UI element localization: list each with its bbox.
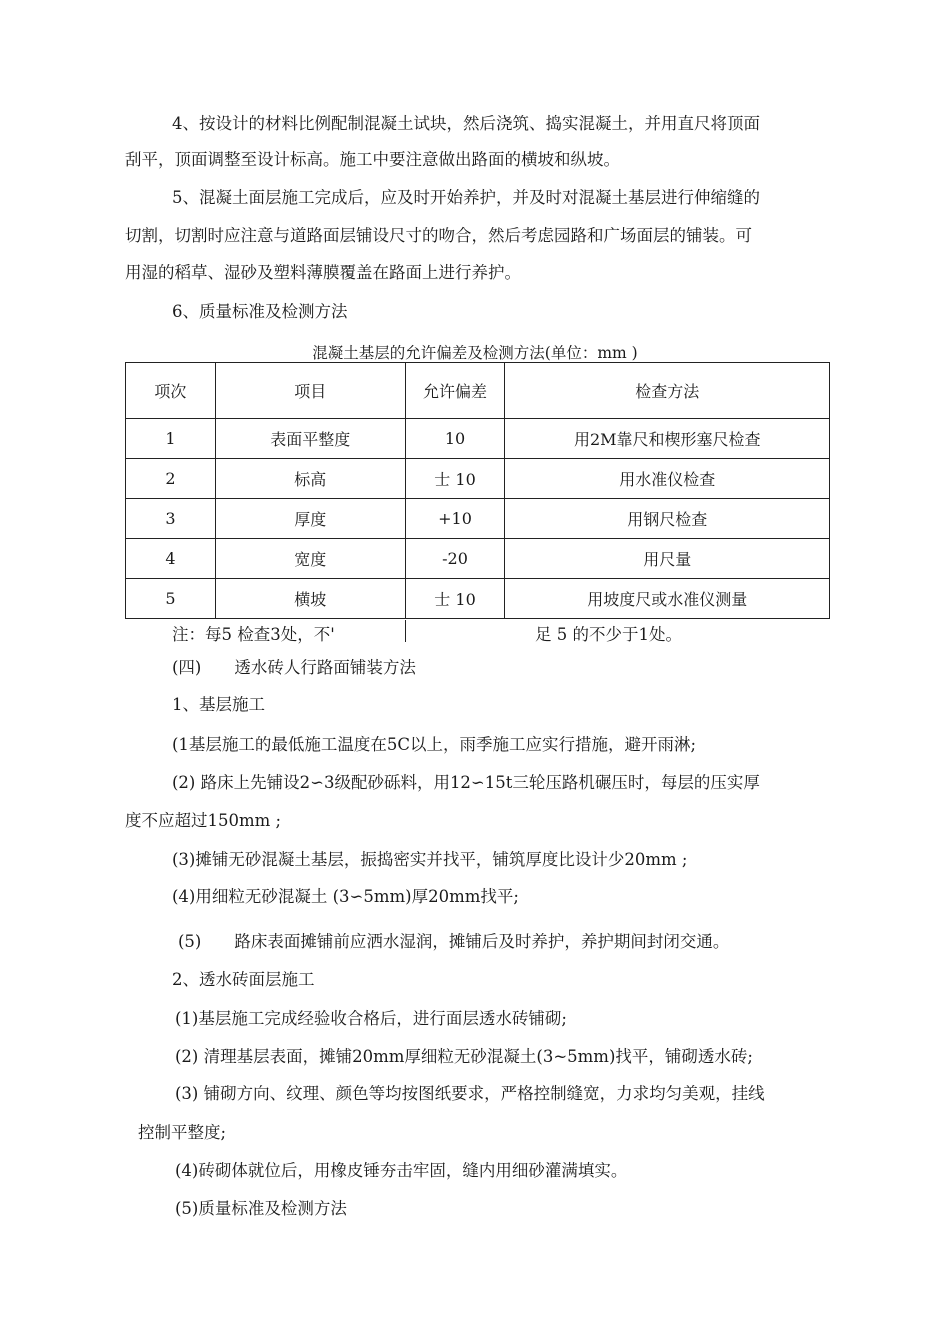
table-row xyxy=(126,539,830,579)
subheading-base-construction: 1、基层施工 xyxy=(172,695,265,714)
table-cell: 士 10 xyxy=(405,579,505,619)
table-cell: 1 xyxy=(126,419,216,459)
paragraph-base-item-2-line-1: (2) 路床上先铺设2∽3级配砂砾料，用12∽15t三轮压路机碾压时，每层的压实厚 xyxy=(172,773,760,792)
paragraph-step-4-line-1: 4、按设计的材料比例配制混凝土试块，然后浇筑、捣实混凝土，并用直尺将顶面 xyxy=(172,114,760,133)
table-cell: 厚度 xyxy=(215,499,405,539)
paragraph-base-item-2-line-2: 度不应超过150mm ; xyxy=(125,811,282,830)
paragraph-base-item-3: (3)摊铺无砂混凝土基层，振捣密实并找平，铺筑厚度比设计少20mm ; xyxy=(172,850,688,869)
table-cell: 3 xyxy=(126,499,216,539)
paragraph-surface-item-5: (5)质量标准及检测方法 xyxy=(175,1199,347,1218)
paragraph-base-item-4: (4)用细粒无砂混凝土 (3∽5mm)厚20mm找平; xyxy=(172,887,519,906)
paragraph-surface-item-4: (4)砖砌体就位后，用橡皮锤夯击牢固，缝内用细砂灌满填实。 xyxy=(175,1161,628,1180)
table-note-left: 注：每5 检查3处，不' xyxy=(172,625,335,644)
table-cell: -20 xyxy=(405,539,505,579)
table-cell: 标高 xyxy=(215,459,405,499)
table-cell: 2 xyxy=(126,459,216,499)
paragraph-surface-item-3-line-2: 控制平整度; xyxy=(138,1123,227,1142)
table-row xyxy=(126,579,830,619)
table-cell: 横坡 xyxy=(215,579,405,619)
table-row xyxy=(126,499,830,539)
header-cell-index: 项次 xyxy=(126,363,216,419)
table-row xyxy=(126,459,830,499)
table-cell: 5 xyxy=(126,579,216,619)
table-cell: 用坡度尺或水准仪测量 xyxy=(505,579,830,619)
section-heading-quality-standard: 6、质量标准及检测方法 xyxy=(172,302,348,321)
table-cell: 宽度 xyxy=(215,539,405,579)
paragraph-surface-item-2: (2) 清理基层表面，摊铺20mm厚细粒无砂混凝土(3~5mm)找平，铺砌透水砖; xyxy=(175,1047,753,1066)
paragraph-step-5-line-3: 用湿的稻草、湿砂及塑料薄膜覆盖在路面上进行养护。 xyxy=(125,263,521,282)
subheading-surface-construction: 2、透水砖面层施工 xyxy=(172,970,315,989)
table-row xyxy=(126,419,830,459)
table-cell: 表面平整度 xyxy=(215,419,405,459)
paragraph-step-5-line-1: 5、混凝土面层施工完成后，应及时开始养护，并及时对混凝土基层进行伸缩缝的 xyxy=(172,188,760,207)
paragraph-base-item-1: (1基层施工的最低施工温度在5C以上，雨季施工应实行措施，避开雨淋; xyxy=(172,735,697,754)
table-note-divider xyxy=(405,620,406,642)
table-cell: 用2M靠尺和楔形塞尺检查 xyxy=(505,419,830,459)
paragraph-step-4-line-2: 刮平，顶面调整至设计标高。施工中要注意做出路面的横坡和纵坡。 xyxy=(125,150,620,169)
table-cell: 用尺量 xyxy=(505,539,830,579)
table-header-row xyxy=(126,363,830,419)
paragraph-surface-item-1: (1)基层施工完成经验收合格后，进行面层透水砖铺砌; xyxy=(175,1009,567,1028)
table-cell: 4 xyxy=(126,539,216,579)
table-cell: 士 10 xyxy=(405,459,505,499)
paragraph-base-item-5: (5) 路床表面摊铺前应洒水湿润，摊铺后及时养护，养护期间封闭交通。 xyxy=(178,932,730,951)
table-cell: 用钢尺检查 xyxy=(505,499,830,539)
table-cell: 10 xyxy=(405,419,505,459)
table-cell: +10 xyxy=(405,499,505,539)
paragraph-step-5-line-2: 切割，切割时应注意与道路面层铺设尺寸的吻合，然后考虑园路和广场面层的铺装。可 xyxy=(125,226,752,245)
header-cell-tolerance: 允许偏差 xyxy=(405,363,505,419)
header-cell-item: 项目 xyxy=(215,363,405,419)
header-cell-method: 检查方法 xyxy=(505,363,830,419)
table-cell: 用水准仪检查 xyxy=(505,459,830,499)
section-heading-permeable-brick: (四) 透水砖人行路面铺装方法 xyxy=(172,658,416,677)
table-caption: 混凝土基层的允许偏差及检测方法(单位：mm ) xyxy=(312,344,638,362)
paragraph-surface-item-3-line-1: (3) 铺砌方向、纹理、颜色等均按图纸要求，严格控制缝宽，力求均匀美观，挂线 xyxy=(175,1084,765,1103)
table-note-right: 足 5 的不少于1处。 xyxy=(535,625,682,644)
tolerance-table xyxy=(125,362,830,619)
